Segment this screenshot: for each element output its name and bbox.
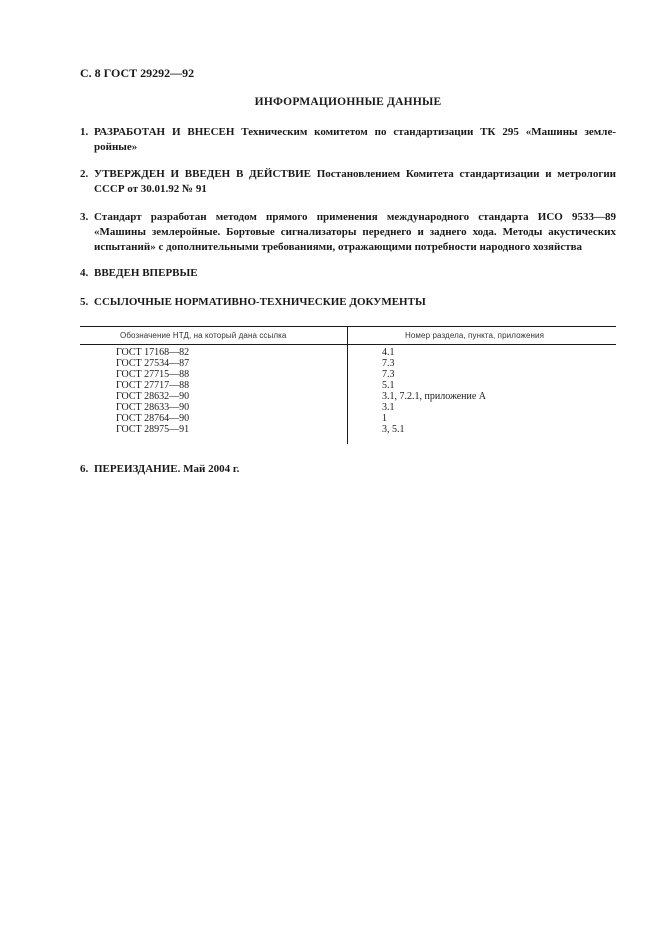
table-row (80, 380, 616, 391)
item-body: Стандарт разработан методом прямого применения международного стандарта ИСО 9533—89 «Машины землеройные. Бортовые сигнализаторы переднего и заднего хода. Методы акустических испытаний» с дополнительными требованиями, отражающими потребности народного хозяйства (94, 211, 616, 253)
table-row (80, 358, 616, 369)
item-body: Техническим комитетом по стандартизации ТК 295 «Машины земле-ройные» (94, 126, 616, 153)
table-header-rule (80, 344, 616, 345)
info-item-5 (80, 295, 616, 310)
item-body: Май 2004 г. (183, 463, 240, 475)
info-item-2 (80, 167, 616, 197)
item-number: 1. (80, 126, 89, 138)
item-caps: ВВЕДЕН ВПЕРВЫЕ (94, 267, 198, 279)
table-row (80, 391, 616, 402)
table-header-document: Обозначение НТД, на который дана ссылка (120, 331, 287, 340)
table-row (80, 413, 616, 424)
item-number: 4. (80, 267, 89, 279)
info-item-1 (80, 125, 616, 155)
item-caps: УТВЕРЖДЕН И ВВЕДЕН В ДЕЙСТВИЕ (94, 168, 311, 180)
cell-document: ГОСТ 17168—82 (116, 347, 190, 358)
table-row (80, 402, 616, 413)
cell-document: ГОСТ 27715—88 (116, 369, 190, 380)
cell-section: 3.1 (382, 402, 395, 413)
cell-section: 4.1 (382, 347, 395, 358)
item-body: Постановлением Комитета стандартизации и метрологии СССР от 30.01.92 № 91 (94, 168, 616, 195)
cell-section: 1 (382, 413, 387, 424)
table-row (80, 424, 616, 435)
cell-document: ГОСТ 28632—90 (116, 391, 190, 402)
item-number: 2. (80, 168, 89, 180)
item-number: 6. (80, 463, 89, 475)
item-caps: РАЗРАБОТАН И ВНЕСЕН (94, 126, 235, 138)
cell-document: ГОСТ 28764—90 (116, 413, 190, 424)
table-body (80, 347, 616, 435)
cell-section: 7.3 (382, 369, 395, 380)
cell-section: 3, 5.1 (382, 424, 405, 435)
cell-document: ГОСТ 28975—91 (116, 424, 190, 435)
table-row (80, 347, 616, 358)
item-number: 3. (80, 211, 89, 223)
info-item-4 (80, 266, 616, 281)
cell-section: 3.1, 7.2.1, приложение А (382, 391, 487, 402)
item-number: 5. (80, 296, 89, 308)
table-top-rule (80, 326, 616, 327)
section-title: ИНФОРМАЦИОННЫЕ ДАННЫЕ (254, 96, 442, 108)
cell-document: ГОСТ 28633—90 (116, 402, 190, 413)
table-row (80, 369, 616, 380)
cell-section: 5.1 (382, 380, 395, 391)
info-item-6 (80, 462, 616, 477)
cell-document: ГОСТ 27717—88 (116, 380, 190, 391)
item-caps: ССЫЛОЧНЫЕ НОРМАТИВНО-ТЕХНИЧЕСКИЕ ДОКУМЕНТЫ (94, 296, 426, 308)
table-header-section: Номер раздела, пункта, приложения (405, 331, 545, 340)
page-header: С. 8 ГОСТ 29292—92 (80, 66, 195, 80)
item-caps: ПЕРЕИЗДАНИЕ. (94, 463, 181, 475)
info-item-3 (80, 210, 616, 255)
cell-section: 7.3 (382, 358, 395, 369)
cell-document: ГОСТ 27534—87 (116, 358, 190, 369)
